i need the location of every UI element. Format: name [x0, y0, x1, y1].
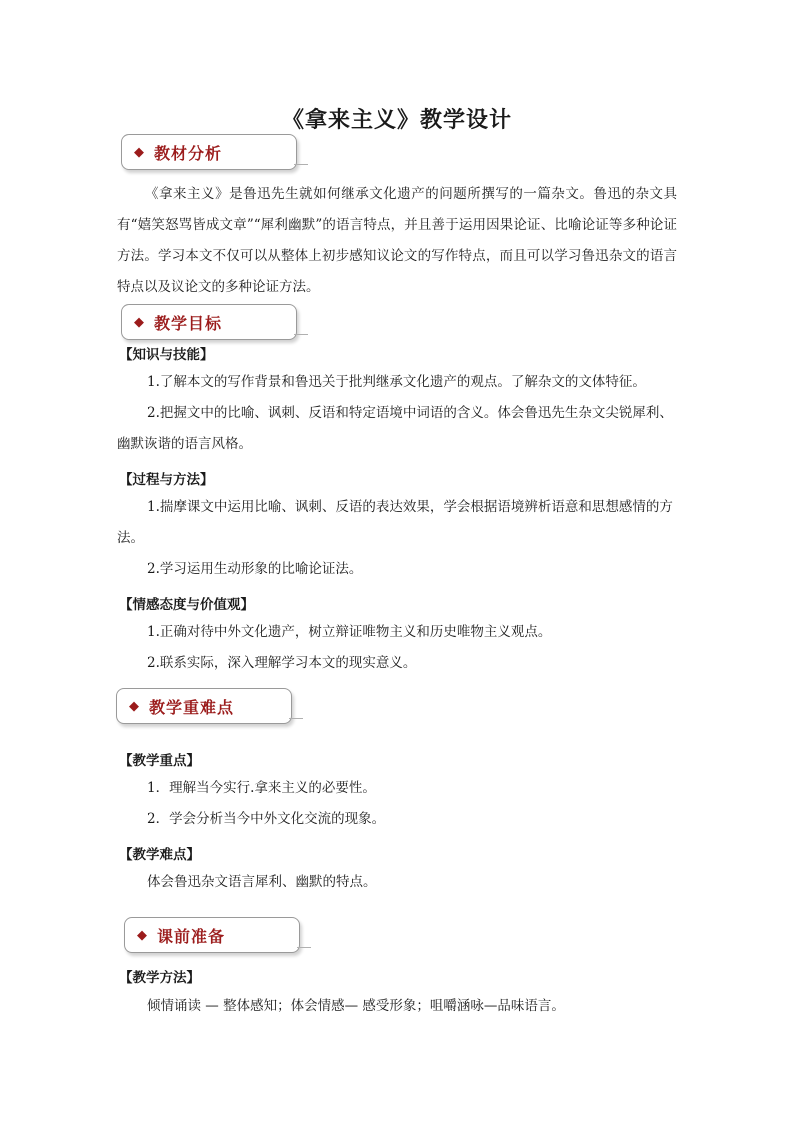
analysis-paragraph: 《拿来主义》是鲁迅先生就如何继承文化遗产的问题所撰写的一篇杂文。鲁迅的杂文具有“嬉笑怒骂皆成文章”“犀利幽默”的语言特点，并且善于运用因果论证、比喻论证等多种论证方法。学习本文不仅可以从整体上初步感知议论文的写作特点，而且可以学习鲁迅杂文的语言特点以及议论文的多种论证方法。 [117, 186, 677, 295]
difficulty-text: 体会鲁迅杂文语言犀利、幽默的特点。 [147, 874, 377, 890]
diamond-icon: ◆ [137, 927, 147, 943]
subheading-focus: 【教学重点】 [119, 753, 200, 769]
subheading-knowledge: 【知识与技能】 [119, 347, 214, 363]
page-title: 《拿来主义》教学设计 [281, 107, 512, 133]
section-title: 课前准备 [157, 926, 226, 946]
subheading-process: 【过程与方法】 [119, 472, 214, 488]
section-title: 教学目标 [154, 313, 223, 333]
list-item: 1.了解本文的写作背景和鲁迅关于批判继承文化遗产的观点。了解杂文的文体特征。 [147, 374, 646, 390]
diamond-icon: ◆ [134, 314, 144, 330]
list-item: 1．理解当今实行.拿来主义的必要性。 [147, 780, 376, 796]
list-item: 2.联系实际，深入理解学习本文的现实意义。 [147, 655, 417, 671]
subheading-difficulty: 【教学难点】 [119, 847, 200, 863]
section-header-analysis [121, 134, 297, 170]
method-text: 倾情诵读 — 整体感知；体会情感— 感受形象；咀嚼涵咏—品味语言。 [147, 998, 565, 1014]
section-header-prep [124, 917, 300, 953]
diamond-icon: ◆ [134, 144, 144, 160]
section-header-keypoints [116, 688, 292, 724]
list-item: 2．学会分析当今中外文化交流的现象。 [147, 811, 386, 827]
section-header-goals [121, 304, 297, 340]
diamond-icon: ◆ [129, 698, 139, 714]
list-item: 2.把握文中的比喻、讽刺、反语和特定语境中词语的含义。体会鲁迅先生杂文尖锐犀利、幽默诙谐的语言风格。 [117, 405, 673, 452]
list-item: 1.正确对待中外文化遗产，树立辩证唯物主义和历史唯物主义观点。 [147, 624, 552, 640]
subheading-method: 【教学方法】 [119, 970, 200, 986]
section-title: 教学重难点 [149, 697, 235, 717]
subheading-attitude: 【情感态度与价值观】 [119, 597, 254, 613]
list-item: 2.学习运用生动形象的比喻论证法。 [147, 561, 363, 577]
section-title: 教材分析 [154, 143, 223, 163]
list-item: 1.揣摩课文中运用比喻、讽刺、反语的表达效果，学会根据语境辨析语意和思想感情的方法。 [117, 499, 673, 546]
